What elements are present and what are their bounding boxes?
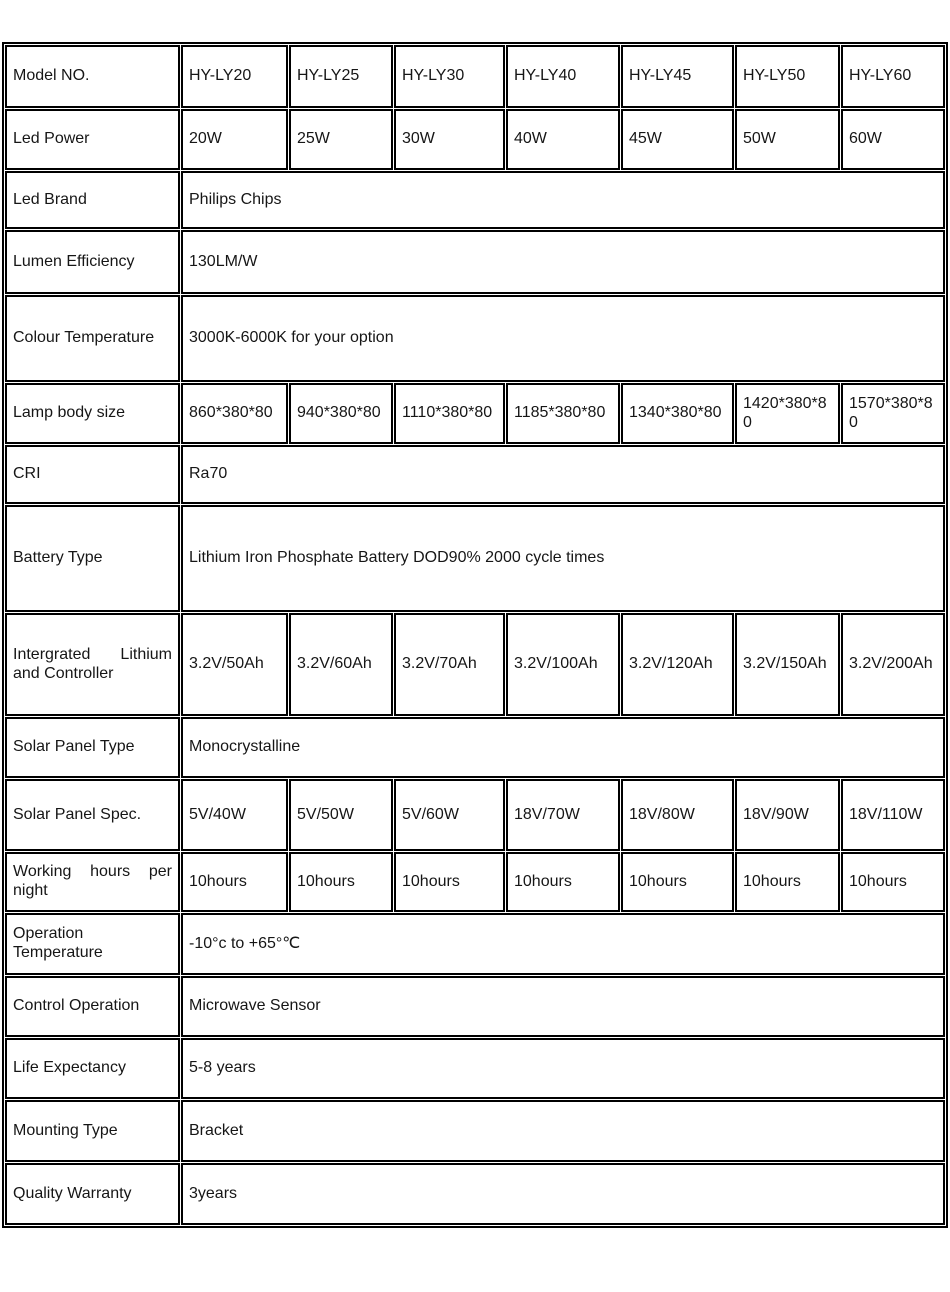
spec-value-cell: 3.2V/120Ah xyxy=(621,613,734,716)
spec-row xyxy=(5,613,945,716)
spec-row xyxy=(5,295,945,382)
spec-row xyxy=(5,230,945,294)
spec-value-cell: 1420*380*80 xyxy=(735,383,840,444)
spec-value-cell: HY-LY60 xyxy=(841,45,945,108)
spec-merged-value-cell: Lithium Iron Phosphate Battery DOD90% 2000 cycle times xyxy=(181,505,945,612)
spec-merged-value-cell: Bracket xyxy=(181,1100,945,1162)
spec-row xyxy=(5,1163,945,1225)
spec-value-cell: HY-LY40 xyxy=(506,45,620,108)
spec-value-cell: 18V/110W xyxy=(841,779,945,851)
row-label-cell: Intergrated Lithium and Controller xyxy=(5,613,180,716)
spec-value-cell: 10hours xyxy=(289,852,393,912)
spec-value-cell: 5V/60W xyxy=(394,779,505,851)
spec-value-cell: 3.2V/50Ah xyxy=(181,613,288,716)
spec-value-cell: HY-LY45 xyxy=(621,45,734,108)
row-label-cell: Life Expectancy xyxy=(5,1038,180,1099)
spec-row xyxy=(5,1100,945,1162)
spec-value-cell: HY-LY20 xyxy=(181,45,288,108)
row-label-cell: CRI xyxy=(5,445,180,504)
row-label-cell: Solar Panel Type xyxy=(5,717,180,778)
spec-value-cell: 25W xyxy=(289,109,393,170)
row-label-cell: Colour Temperature xyxy=(5,295,180,382)
spec-row xyxy=(5,109,945,170)
row-label-cell: Led Brand xyxy=(5,171,180,229)
spec-row xyxy=(5,445,945,504)
row-label-cell: Control Operation xyxy=(5,976,180,1037)
spec-value-cell: 10hours xyxy=(735,852,840,912)
spec-row xyxy=(5,1038,945,1099)
spec-value-cell: 18V/90W xyxy=(735,779,840,851)
spec-value-cell: 1570*380*80 xyxy=(841,383,945,444)
spec-row xyxy=(5,717,945,778)
spec-row xyxy=(5,505,945,612)
spec-value-cell: 30W xyxy=(394,109,505,170)
spec-value-cell: 60W xyxy=(841,109,945,170)
spec-merged-value-cell: 3years xyxy=(181,1163,945,1225)
spec-row xyxy=(5,171,945,229)
spec-row xyxy=(5,383,945,444)
spec-value-cell: 1110*380*80 xyxy=(394,383,505,444)
spec-merged-value-cell: 130LM/W xyxy=(181,230,945,294)
product-spec-table xyxy=(2,42,948,1228)
spec-value-cell: HY-LY25 xyxy=(289,45,393,108)
spec-value-cell: 3.2V/100Ah xyxy=(506,613,620,716)
spec-value-cell: 3.2V/200Ah xyxy=(841,613,945,716)
spec-merged-value-cell: 5-8 years xyxy=(181,1038,945,1099)
spec-value-cell: 50W xyxy=(735,109,840,170)
spec-value-cell: 3.2V/150Ah xyxy=(735,613,840,716)
spec-merged-value-cell: Ra70 xyxy=(181,445,945,504)
row-label-cell: Operation Temperature xyxy=(5,913,180,975)
spec-value-cell: 940*380*80 xyxy=(289,383,393,444)
spec-value-cell: 3.2V/70Ah xyxy=(394,613,505,716)
spec-row xyxy=(5,913,945,975)
spec-row xyxy=(5,852,945,912)
row-label-cell: Lumen Efficiency xyxy=(5,230,180,294)
spec-value-cell: 40W xyxy=(506,109,620,170)
spec-value-cell: 5V/40W xyxy=(181,779,288,851)
spec-value-cell: 1340*380*80 xyxy=(621,383,734,444)
spec-value-cell: 18V/80W xyxy=(621,779,734,851)
spec-value-cell: 10hours xyxy=(506,852,620,912)
row-label-cell: Working hours per night xyxy=(5,852,180,912)
spec-value-cell: 860*380*80 xyxy=(181,383,288,444)
spec-value-cell: HY-LY50 xyxy=(735,45,840,108)
spec-merged-value-cell: 3000K-6000K for your option xyxy=(181,295,945,382)
spec-merged-value-cell: Microwave Sensor xyxy=(181,976,945,1037)
row-label-cell: Quality Warranty xyxy=(5,1163,180,1225)
spec-value-cell: 18V/70W xyxy=(506,779,620,851)
spec-value-cell: 1185*380*80 xyxy=(506,383,620,444)
spec-merged-value-cell: -10°c to +65°℃ xyxy=(181,913,945,975)
row-label-cell: Model NO. xyxy=(5,45,180,108)
row-label-cell: Led Power xyxy=(5,109,180,170)
row-label-cell: Solar Panel Spec. xyxy=(5,779,180,851)
spec-value-cell: 20W xyxy=(181,109,288,170)
spec-value-cell: 10hours xyxy=(394,852,505,912)
spec-value-cell: 10hours xyxy=(841,852,945,912)
spec-row xyxy=(5,779,945,851)
row-label-cell: Battery Type xyxy=(5,505,180,612)
row-label-cell: Mounting Type xyxy=(5,1100,180,1162)
spec-value-cell: HY-LY30 xyxy=(394,45,505,108)
spec-merged-value-cell: Philips Chips xyxy=(181,171,945,229)
spec-value-cell: 5V/50W xyxy=(289,779,393,851)
spec-table-body xyxy=(5,45,945,1225)
spec-value-cell: 3.2V/60Ah xyxy=(289,613,393,716)
spec-value-cell: 45W xyxy=(621,109,734,170)
spec-merged-value-cell: Monocrystalline xyxy=(181,717,945,778)
row-label-cell: Lamp body size xyxy=(5,383,180,444)
spec-row xyxy=(5,45,945,108)
spec-value-cell: 10hours xyxy=(181,852,288,912)
spec-value-cell: 10hours xyxy=(621,852,734,912)
spec-row xyxy=(5,976,945,1037)
